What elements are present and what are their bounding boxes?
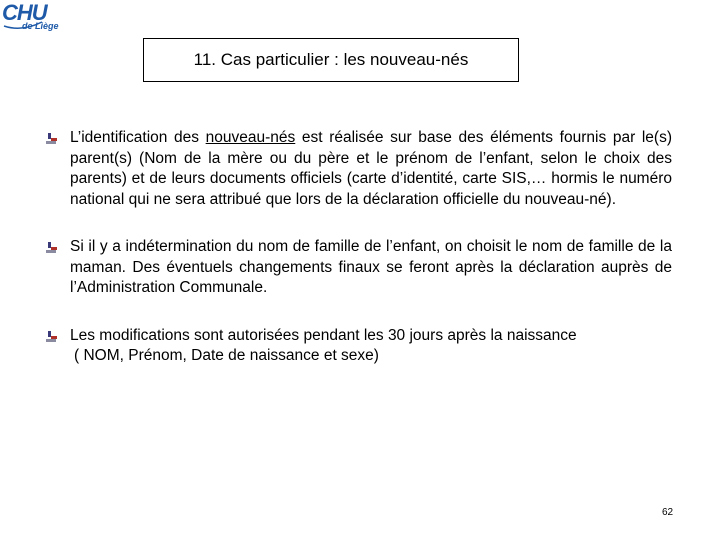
slide-title-text: 11. Cas particulier : les nouveau-nés <box>193 50 469 69</box>
logo-text: CHU <box>2 0 47 25</box>
bullet-text: Si il y a indétermination du nom de famille de l’enfant, on choisit le nom de famille de la maman. Des éventuels changements finaux se feront après la déclaration auprès de l’Administration Communale. <box>70 238 672 296</box>
bullet-item <box>46 237 672 299</box>
page-number: 62 <box>662 507 674 518</box>
bullet-marker-icon <box>46 331 58 343</box>
bullet-marker-icon <box>46 242 58 254</box>
bullet-list <box>46 128 672 367</box>
underlined-term: nouveau-nés <box>205 129 296 146</box>
chu-logo <box>2 2 64 32</box>
bullet-text: Les modifications sont autorisées pendant les 30 jours après la naissance <box>70 326 577 344</box>
bullet-item <box>46 326 672 367</box>
logo-subtext: de Liège <box>22 21 59 31</box>
bullet-text: L’identification des nouveau-nés est réalisée sur base des éléments fournis par le(s) parent(s) (Nom de la mère ou du père et le prénom de l’enfant, selon le choix des parents) et de leurs documents officiels (carte d’identité, carte SIS,… hormis le numéro national qui ne sera attribué que lors de la déclaration officielle du nouveau-né). <box>70 129 672 208</box>
bullet-marker-icon <box>46 133 58 145</box>
bullet-subtext: ( NOM, Prénom, Date de naissance et sexe) <box>74 347 379 364</box>
slide-title <box>143 38 519 82</box>
bullet-item <box>46 128 672 210</box>
